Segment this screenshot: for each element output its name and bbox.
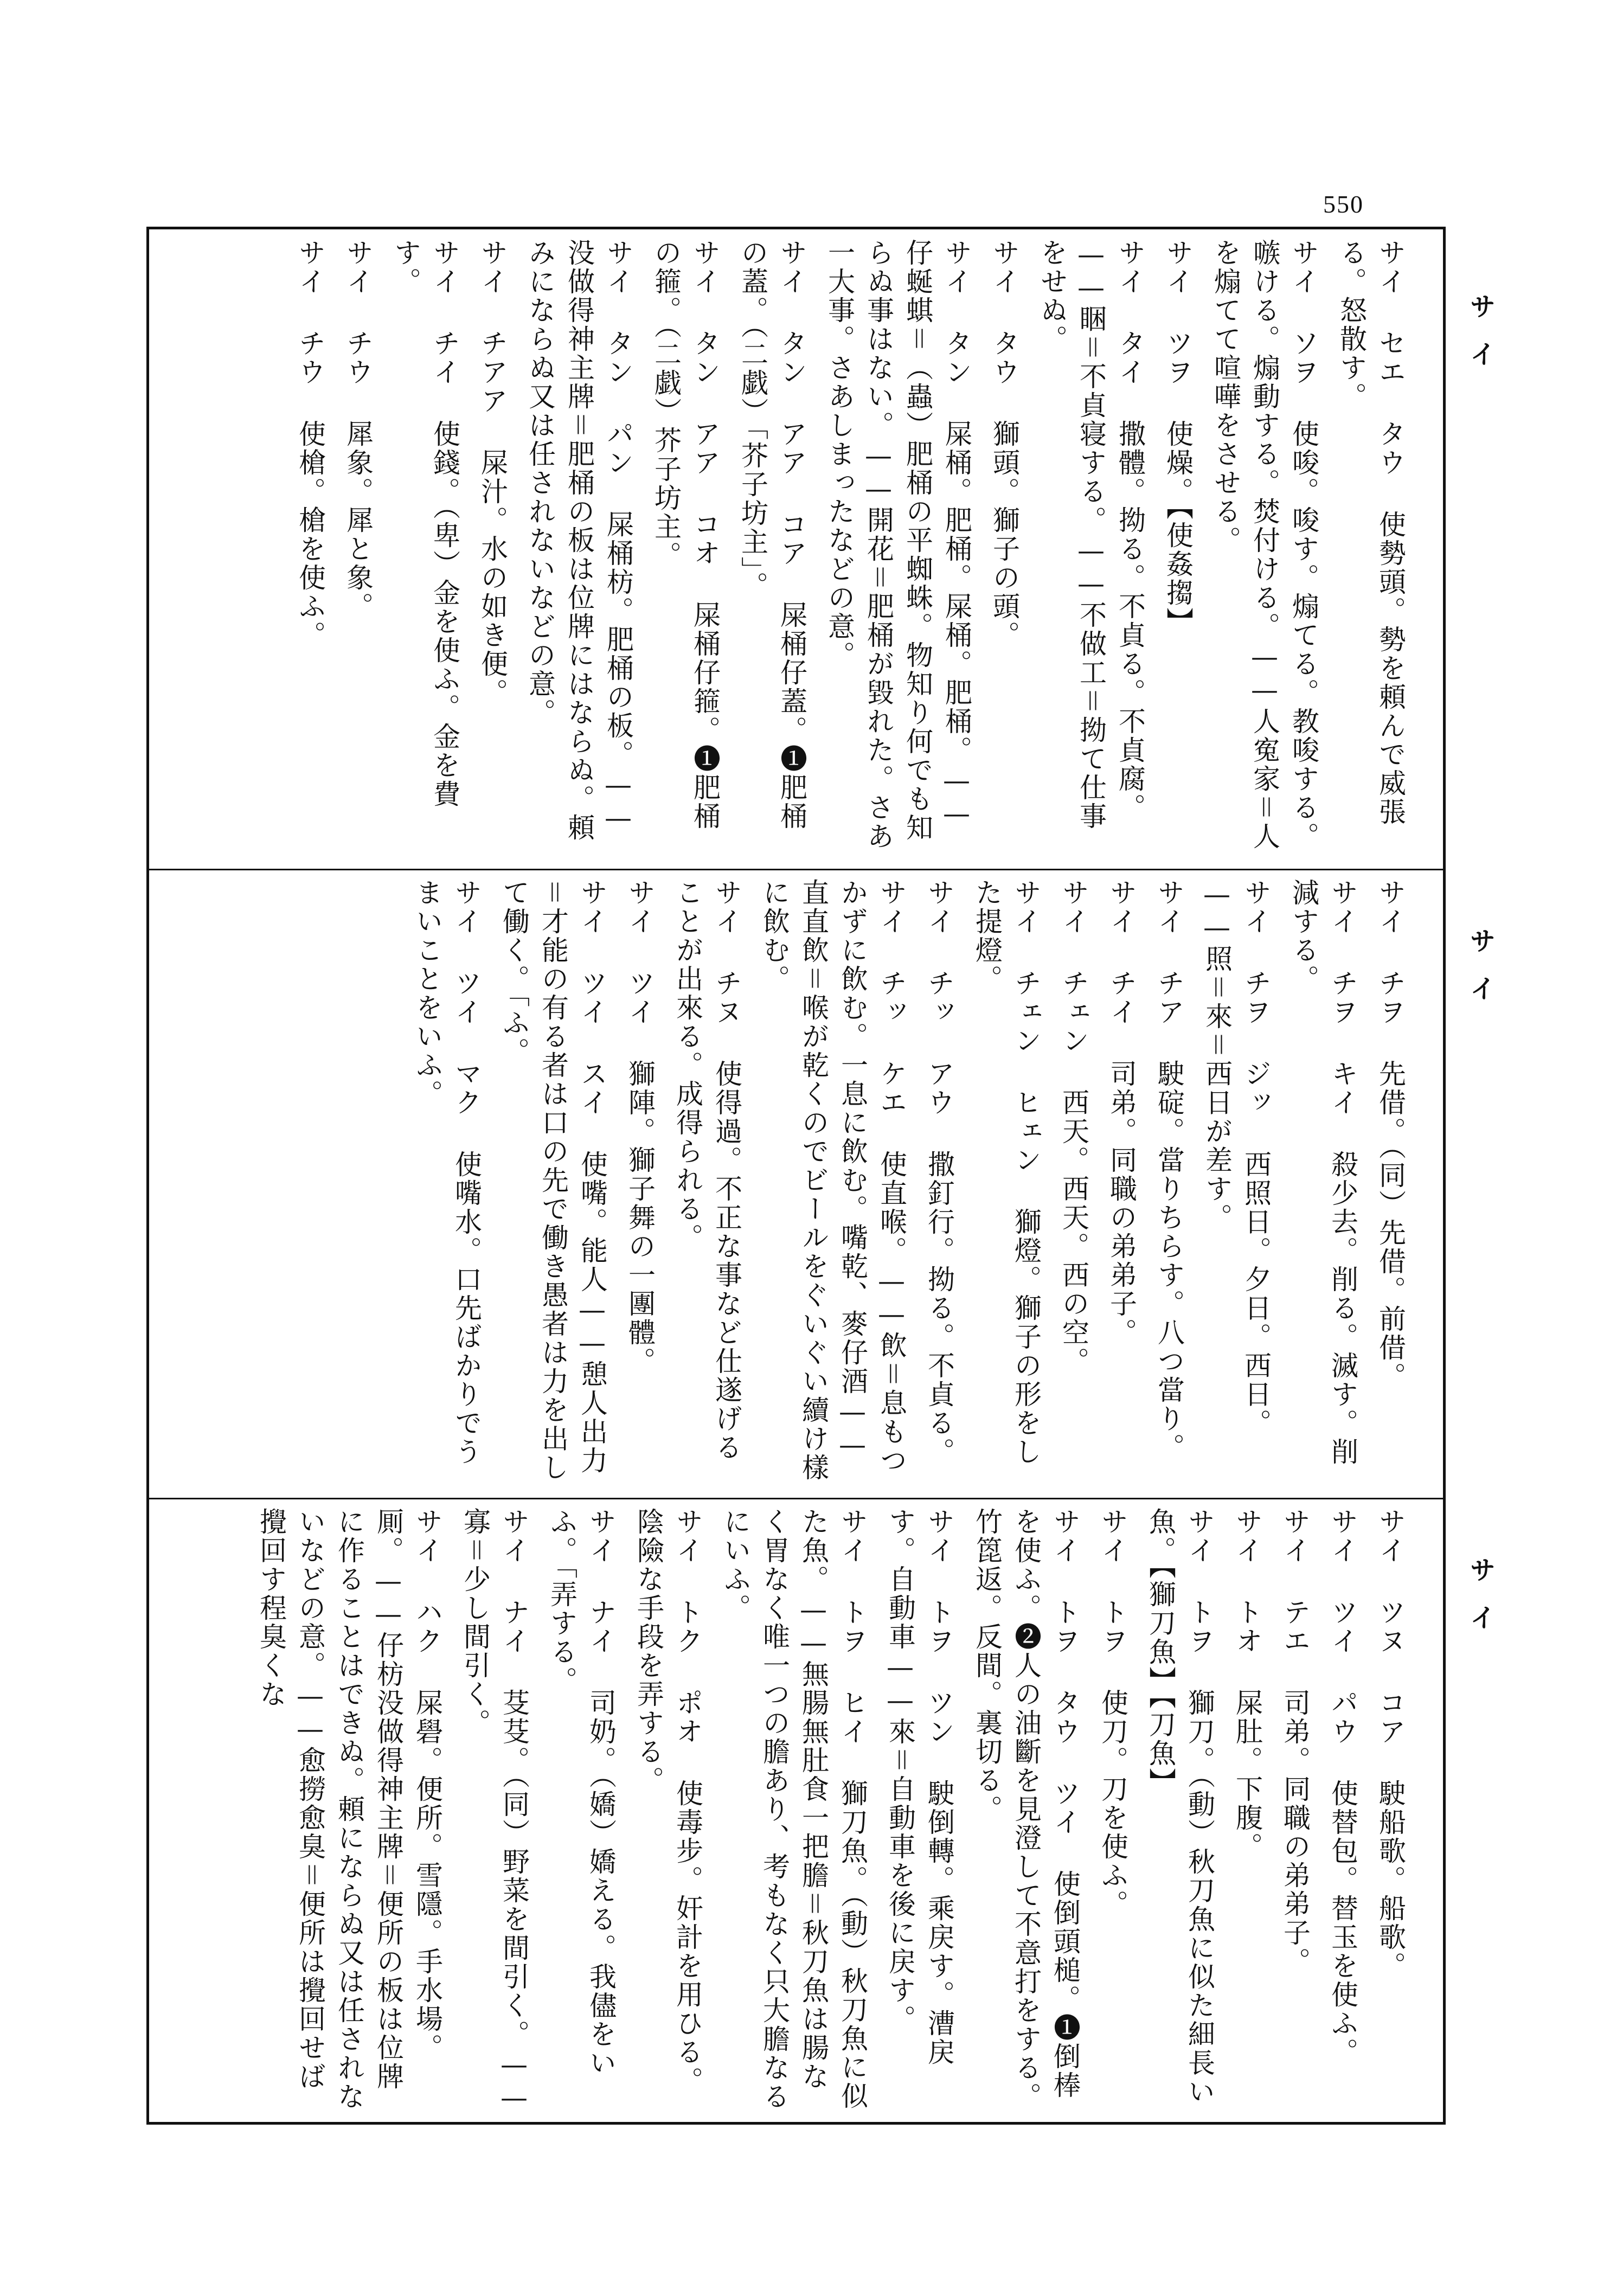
dictionary-entry: サイ ナイ 芟芟。（同）野菜を間引く。——寡＝少し間引く。: [459, 1508, 530, 2115]
band-divider-2: [146, 1498, 1446, 1499]
dictionary-entry: サイ テエ 司弟。同職の弟弟子。: [1279, 1508, 1311, 1976]
dictionary-entry: サイ ツヲ 使燥。【使姦搊】: [1162, 239, 1194, 636]
dictionary-entry: サイ セエ タウ 使勢頭。勢を頼んで威張る。怒散す。: [1336, 239, 1406, 826]
dictionary-entry: サイ チェン 西天。西天。西の空。: [1058, 878, 1089, 1376]
dictionary-entry: サイ ツイ 獅陣。獅子舞の一團體。: [624, 878, 656, 1376]
dictionary-entry: サイ トオ 屎肚。下腹。: [1231, 1508, 1263, 1861]
dictionary-entry: サイ チヲ 先借。（同）先借。前借。: [1375, 878, 1406, 1391]
dictionary-entry: サイ タン パン 屎桶枋。肥桶の板。——没做得神主牌＝肥桶の板は位牌にはならぬ。頼みにならぬ又は任されないなどの意。: [524, 239, 634, 842]
dictionary-entry: サイ チッ ケエ 使直喉。——飲＝息もつかずに飲む。一息に飲む。嘴乾、麥仔酒——直直飲＝喉が乾くのでビールをぐいぐい續け樣に飲む。: [759, 878, 907, 1482]
dictionary-entry: サイ ハク 屎礐。便所。雪隱。手水場。厠。——仔枋没做得神主牌＝便所の板は位牌に作ることはできぬ。頼にならぬ又は任されないなどの意。——愈撈愈臭＝便所は攪回せば攪回す程臭くな: [255, 1508, 443, 2111]
dictionary-entry: サイ トヲ ツン 駛倒轉。乘戻す。漕戻す。自動車——來＝自動車を後に戻す。: [884, 1508, 955, 2067]
page-number: 550: [1323, 190, 1364, 218]
dictionary-entry: サイ チヲ ジッ 西照日。夕日。西日。——照＝來＝西日が差す。: [1201, 878, 1272, 1438]
dictionary-entry: サイ タン 屎桶。肥桶。屎桶。肥桶。——仔蜒蜞＝（蟲）肥桶の平蜘蛛。物知り何でも知らぬ事はない。——開花＝肥桶が毀れた。さあ一大事。さあしまったなどの意。: [824, 239, 972, 851]
dictionary-entry: サイ ツイ パウ 使替包。替玉を使ふ。: [1327, 1508, 1358, 2067]
dictionary-entry: サイ チヲ キイ 殺少去。削る。滅す。削減する。: [1288, 878, 1358, 1466]
dictionary-entry: サイ チアア 屎汁。水の如き便。: [477, 239, 508, 707]
dictionary-entry: サイ トク ポオ 使毒步。奸計を用ひる。陰險な手段を弄する。: [633, 1508, 703, 2095]
dictionary-entry: サイ チヌ 使得過。不正な事など仕遂げることが出來る。成得られる。: [672, 878, 742, 1462]
dictionary-band-top: [163, 239, 1410, 857]
dictionary-entry: サイ トヲ 獅刀。（動）秋刀魚に似た細長い魚。【獅刀魚】【刀魚】: [1145, 1508, 1215, 2106]
dictionary-entry: サイ チイ 使錢。（卑）金を使ふ。金を費す。: [390, 239, 460, 809]
dictionary-entry: サイ ツイ スイ 使嘴。能人——憩人出力＝才能の有る者は口の先で働き愚者は力を出して働く。「ふ。: [498, 878, 608, 1482]
dictionary-entry: サイ トヲ タウ ツイ 使倒頭槌。❶倒棒を使ふ。❷人の油斷を見澄して不意打をする。竹箆返。反間。裏切る。: [971, 1508, 1081, 2111]
dictionary-entry: サイ チイ 司弟。同職の弟弟子。: [1106, 878, 1137, 1347]
dictionary-entry: サイ チッ アウ 撒釘行。拗る。不貞る。: [923, 878, 955, 1466]
dictionary-entry: サイ トヲ 使刀。刀を使ふ。: [1097, 1508, 1128, 1919]
band-divider-1: [146, 869, 1446, 870]
dictionary-band-bottom: [163, 1508, 1410, 2115]
dictionary-entry: サイ タイ 撒體。拗る。不貞る。不貞腐。——睏＝不貞寝する。——不做工＝拗て仕事をせぬ。: [1036, 239, 1146, 831]
dictionary-entry: サイ ソヲ 使唆。唆す。煽てる。教唆する。嗾ける。煽動する。焚付ける。——人寃家＝人を煽てて喧嘩をさせる。: [1210, 239, 1319, 851]
dictionary-entry: サイ チウ 使槍。槍を使ふ。: [294, 239, 326, 650]
dictionary-entry: サイ チェン ヒェン 獅燈。獅子の形をした提燈。: [971, 878, 1042, 1466]
dictionary-entry: サイ タン アア コオ 屎桶仔箍。❶肥桶の箍。（二戯）芥子坊主。: [650, 239, 721, 831]
dictionary-entry: サイ タン アア コア 屎桶仔蓋。❶肥桶の蓋。（二戯）「芥子坊主」。: [737, 239, 807, 831]
dictionary-entry: サイ ナイ 司奶。（嬌）嬌える。我儘をいふ。「弄する。: [546, 1508, 617, 2077]
dictionary-band-middle: [163, 878, 1410, 1486]
dictionary-entry: サイ チア 駛碇。當りちらす。八つ當り。: [1153, 878, 1185, 1462]
dictionary-entry: サイ トヲ ヒイ 獅刀魚。（動）秋刀魚に似た魚。——無腸無肚食一把膽＝秋刀魚は腸なく胃なく唯一つの膽あり、考もなく只大膽なるにいふ。: [720, 1508, 868, 2111]
running-head-middle: サイ: [1465, 927, 1496, 1023]
dictionary-entry: サイ ツイ マク 使嘴水。口先ばかりでうまいことをいふ。: [412, 878, 482, 1466]
dictionary-entry: サイ ツヌ コア 駛船歌。船歌。: [1375, 1508, 1406, 1980]
running-head-top: サイ: [1465, 293, 1496, 388]
dictionary-entry: サイ タウ 獅頭。獅子の頭。: [989, 239, 1020, 650]
running-head-bottom: サイ: [1465, 1556, 1496, 1652]
dictionary-entry: サイ チウ 犀象。犀と象。: [342, 239, 374, 621]
